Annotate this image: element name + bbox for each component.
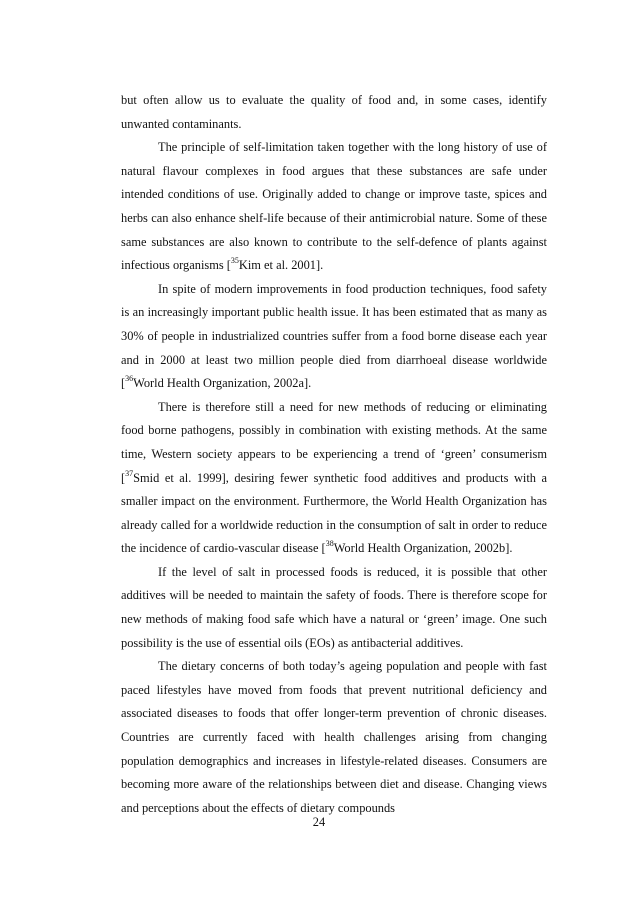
paragraph-text: Smid et al. 1999], desiring fewer synthetic food additives and products with a smaller impact on the environment. Furthermore, the World Health Organization has already called for a worldwide reduction in the consumption of salt in order to reduce the incidence of cardio-vascular disease [ [121,470,547,556]
reference-number: 36 [125,374,134,384]
paragraph-text: The principle of self-limitation taken together with the long history of use of natural flavour complexes in food argues that these substances are safe under intended conditions of use. Originally added to change or improve taste, spices and herbs can also enhance shelf-life because of their antimicrobial nature. Some of these same substances are also known to contribute to the self-defence of plants against infectious organisms [ [121,140,547,273]
paragraph [121,561,547,655]
paragraph-text: In spite of modern improvements in food production techniques, food safety is an increasingly important public health issue. It has been estimated that as many as 30% of people in industrialized countries suffer from a food borne disease each year and in 2000 at least two million people died from diarrhoeal disease worldwide [ [121,281,547,391]
paragraph-text: The dietary concerns of both today’s ageing population and people with fast paced lifestyles have moved from foods that prevent nutritional deficiency and associated diseases to foods that offer longer-term prevention of chronic diseases. Countries are currently faced with health challenges arising from changing population demographics and increases in lifestyle-related diseases. Consumers are becoming more aware of the relationships between diet and disease. Changing views and perceptions about the effects of dietary compounds [121,659,547,815]
paragraph [121,278,547,396]
paragraph [121,655,547,820]
paragraph-text: World Health Organization, 2002b]. [333,541,513,556]
paragraph-text: Kim et al. 2001]. [238,258,324,273]
paragraph-text: World Health Organization, 2002a]. [133,376,312,391]
reference-number: 38 [325,539,334,549]
paragraph-text: but often allow us to evaluate the quality of food and, in some cases, identify unwanted contaminants. [121,93,547,131]
paragraph [121,89,547,136]
body-text [121,89,547,820]
paragraph-text: There is therefore still a need for new methods of reducing or eliminating food borne pathogens, possibly in combination with existing methods. At the same time, Western society appears to be experiencing a trend of ‘green’ consumerism [ [121,399,547,485]
page-number: 24 [312,815,326,829]
paragraph [121,136,547,278]
reference-number: 35 [230,256,239,266]
reference-number: 37 [125,468,134,478]
paragraph [121,396,547,561]
paragraph-text: If the level of salt in processed foods is reduced, it is possible that other additives will be needed to maintain the safety of foods. There is therefore scope for new methods of making food safe which have a natural or ‘green’ image. One such possibility is the use of essential oils (EOs) as antibacterial additives. [121,564,547,650]
